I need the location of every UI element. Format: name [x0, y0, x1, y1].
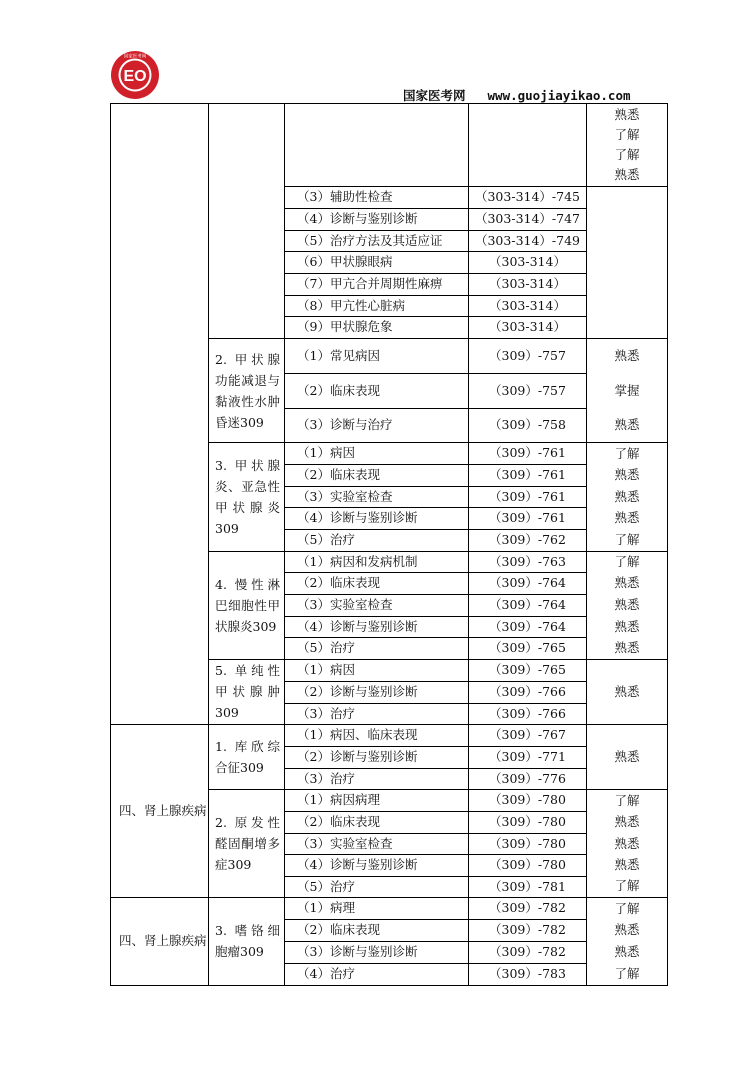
item-page-ref: （303-314）: [469, 295, 587, 317]
requirement-level: 熟悉: [587, 465, 668, 487]
logo-ring-text: 国家医考网: [123, 54, 147, 60]
page-header: [403, 86, 631, 104]
requirement-level: 熟悉: [587, 486, 668, 508]
item-label: （4）诊断与鉴别诊断: [285, 855, 469, 877]
item-page-ref: （309）-761: [469, 443, 587, 465]
item-label: [285, 104, 469, 187]
requirement-level: 了解: [587, 551, 668, 573]
requirement-level: 了解: [587, 876, 668, 898]
item-page-ref: （309）-761: [469, 486, 587, 508]
item-page-ref: （309）-761: [469, 465, 587, 487]
item-page-ref: （309）-780: [469, 790, 587, 812]
item-page-ref: （309）-764: [469, 594, 587, 616]
item-page-ref: （309）-783: [469, 963, 587, 985]
syllabus-table-body: [111, 104, 668, 986]
chapter-title-cell: 3. 嗜铬细胞瘤309: [209, 898, 285, 986]
item-page-ref: （303-314）-749: [469, 230, 587, 252]
section-title-cell: [111, 104, 209, 725]
item-label: （3）实验室检查: [285, 486, 469, 508]
item-label: （1）病因和发病机制: [285, 551, 469, 573]
item-label: （2）临床表现: [285, 465, 469, 487]
section-title-cell: 四、肾上腺疾病: [111, 898, 209, 986]
requirements-cell: [587, 725, 668, 790]
item-page-ref: （309）-764: [469, 616, 587, 638]
item-label: （2）诊断与鉴别诊断: [285, 746, 469, 768]
requirement-level: 熟悉: [587, 638, 668, 660]
item-label: （7）甲亢合并周期性麻痹: [285, 273, 469, 295]
requirement-level: 熟悉: [587, 508, 668, 530]
item-label: （5）治疗: [285, 529, 469, 551]
item-page-ref: （303-314）: [469, 317, 587, 339]
item-label: （1）病因: [285, 659, 469, 681]
chapter-title-cell: 2. 原发性醛固酮增多症309: [209, 790, 285, 898]
requirement-level: 了解: [614, 147, 640, 162]
item-page-ref: （309）-781: [469, 876, 587, 898]
chapter-title-cell: [209, 104, 285, 339]
item-label: （9）甲状腺危象: [285, 317, 469, 339]
item-page-ref: （309）-782: [469, 941, 587, 963]
requirement-level: 熟悉: [587, 339, 668, 374]
requirement-level: 了解: [587, 963, 668, 985]
item-label: （5）治疗方法及其适应证: [285, 230, 469, 252]
item-label: （1）病因: [285, 443, 469, 465]
requirement-level: 熟悉: [587, 941, 668, 963]
item-label: （4）治疗: [285, 963, 469, 985]
requirements-cell: [587, 187, 668, 339]
item-label: （1）病因病理: [285, 790, 469, 812]
item-page-ref: （303-314）: [469, 252, 587, 274]
item-label: （1）病因、临床表现: [285, 725, 469, 747]
syllabus-table: [110, 103, 668, 986]
item-label: （2）临床表现: [285, 573, 469, 595]
chapter-title-cell: 3. 甲状腺炎、亚急性甲状腺炎309: [209, 443, 285, 552]
item-page-ref: （309）-766: [469, 703, 587, 725]
item-page-ref: （309）-771: [469, 746, 587, 768]
requirement-level: 熟悉: [587, 855, 668, 877]
item-page-ref: （309）-776: [469, 768, 587, 790]
chapter-title-cell: 4. 慢性淋巴细胞性甲状腺炎309: [209, 551, 285, 659]
item-label: （2）临床表现: [285, 812, 469, 834]
item-page-ref: （309）-758: [469, 409, 587, 443]
item-label: （3）诊断与治疗: [285, 409, 469, 443]
item-page-ref: （303-314）-745: [469, 187, 587, 209]
chapter-title-cell: 1. 库欣综合征309: [209, 725, 285, 790]
item-page-ref: （309）-763: [469, 551, 587, 573]
item-page-ref: （309）-766: [469, 681, 587, 703]
item-page-ref: （309）-780: [469, 833, 587, 855]
item-label: （4）诊断与鉴别诊断: [285, 616, 469, 638]
item-label: （1）常见病因: [285, 339, 469, 374]
site-url[interactable]: www.guojiayikao.com: [487, 88, 631, 103]
requirement-level: 熟悉: [587, 594, 668, 616]
section-title-cell: 四、肾上腺疾病: [111, 725, 209, 898]
site-name: 国家医考网: [403, 88, 466, 103]
requirement-level: 熟悉: [587, 573, 668, 595]
item-label: （3）诊断与鉴别诊断: [285, 941, 469, 963]
item-page-ref: （309）-780: [469, 812, 587, 834]
item-label: （3）辅助性检查: [285, 187, 469, 209]
item-page-ref: （303-314）: [469, 273, 587, 295]
item-label: （6）甲状腺眼病: [285, 252, 469, 274]
item-page-ref: （303-314）-747: [469, 208, 587, 230]
requirement-level: 熟悉: [614, 683, 640, 699]
requirement-level: 了解: [587, 790, 668, 812]
item-page-ref: （309）-782: [469, 898, 587, 920]
table-row: [111, 898, 668, 920]
requirement-level: 熟悉: [614, 749, 640, 764]
item-label: （5）治疗: [285, 638, 469, 660]
item-page-ref: （309）-765: [469, 659, 587, 681]
requirement-level: 了解: [587, 443, 668, 465]
item-label: （3）实验室检查: [285, 594, 469, 616]
item-label: （5）治疗: [285, 876, 469, 898]
item-page-ref: （309）-761: [469, 508, 587, 530]
requirement-level: 熟悉: [587, 833, 668, 855]
site-logo: [110, 50, 160, 100]
chapter-title-cell: 2. 甲状腺功能减退与黏液性水肿昏迷309: [209, 339, 285, 443]
requirement-level: 熟悉: [614, 107, 640, 122]
requirement-level: 熟悉: [614, 167, 640, 182]
chapter-title-cell: 5. 单纯性甲状腺肿309: [209, 659, 285, 725]
item-label: （3）治疗: [285, 703, 469, 725]
item-label: （8）甲亢性心脏病: [285, 295, 469, 317]
item-label: （2）临床表现: [285, 374, 469, 409]
table-row: [111, 104, 668, 187]
item-label: （2）临床表现: [285, 920, 469, 942]
item-page-ref: （309）-767: [469, 725, 587, 747]
requirement-level: 了解: [587, 898, 668, 920]
requirement-level: 熟悉: [587, 616, 668, 638]
item-page-ref: （309）-762: [469, 529, 587, 551]
item-label: （2）诊断与鉴别诊断: [285, 681, 469, 703]
requirements-cell: [587, 659, 668, 725]
requirement-level: 了解: [614, 127, 640, 142]
item-label: （4）诊断与鉴别诊断: [285, 508, 469, 530]
item-page-ref: （309）-782: [469, 920, 587, 942]
requirement-level: 熟悉: [587, 920, 668, 942]
item-page-ref: （309）-764: [469, 573, 587, 595]
requirement-level: 熟悉: [587, 409, 668, 443]
item-page-ref: （309）-757: [469, 339, 587, 374]
requirement-level: 掌握: [587, 374, 668, 409]
item-page-ref: （309）-765: [469, 638, 587, 660]
item-page-ref: （309）-757: [469, 374, 587, 409]
requirement-level: 熟悉: [587, 812, 668, 834]
item-label: （1）病理: [285, 898, 469, 920]
item-label: （3）治疗: [285, 768, 469, 790]
item-page-ref: （309）-780: [469, 855, 587, 877]
table-row: [111, 725, 668, 747]
requirements-cell: [587, 104, 668, 187]
item-label: （4）诊断与鉴别诊断: [285, 208, 469, 230]
logo-text: EO: [123, 68, 147, 85]
item-label: （3）实验室检查: [285, 833, 469, 855]
requirement-level: 了解: [587, 529, 668, 551]
item-page-ref: [469, 104, 587, 187]
